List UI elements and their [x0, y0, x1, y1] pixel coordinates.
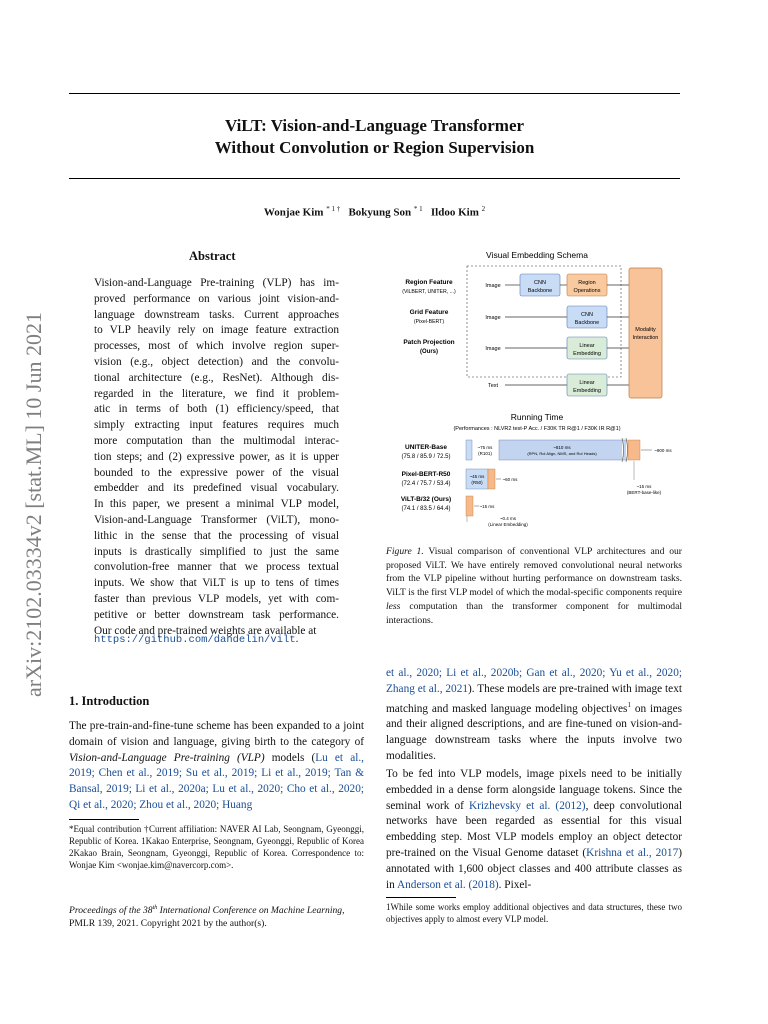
bar-tail-label: ~60 ms	[502, 477, 518, 482]
uniter-backbone-bar	[466, 440, 472, 460]
proceedings-sup: th	[152, 905, 158, 911]
running-time-subtitle: (Performances : NLVR2 test-P Acc. / F30K TR R@1 / F30K IR R@1)	[453, 426, 621, 432]
arxiv-stamp: arXiv:2102.03334v2 [stat.ML] 10 Jun 2021	[21, 312, 46, 698]
abstract-line: lithic in the sense that the processing of visual	[94, 529, 339, 542]
row-sub-region: (ViLBERT, UNITER, ...)	[402, 289, 456, 295]
model-performance: (72.4 / 75.7 / 53.4)	[401, 481, 451, 487]
abstract-url-line	[94, 632, 354, 649]
footnote-marker[interactable]: 1	[627, 700, 631, 709]
caption-emphasis: less	[386, 600, 401, 612]
title-top-rule	[69, 93, 680, 94]
region-box-label: Region	[578, 280, 596, 286]
model-name: UNITER-Base	[405, 444, 447, 451]
right-text: on images and their aligned descriptions, and are fine-tuned on vision-and-language downstream tasks where the inputs involve two modalities.	[386, 702, 682, 762]
bar-label: (R50)	[471, 480, 483, 485]
caption-text: Visual comparison of conventional VLP architectures and our proposed ViLT. We have entirely removed convolutional neural networks from the VLP pipeline without hurting performance on downstream tasks. ViLT is the first VLP model of which the modal-specific components require	[386, 546, 682, 599]
abstract-line: inputs. We show that ViLT is up to tens of times	[94, 577, 339, 590]
proceedings-text: International Conference on Machine Learning	[157, 905, 343, 917]
abstract-line: vision (e.g., object detection) and the convolu-	[94, 355, 339, 368]
abstract-line: regarded in the literature, we find it problem-	[94, 387, 339, 400]
bar-tail-label: ~900 ms	[654, 448, 672, 453]
right-text: ). These models are pre-trained with image text matching and masked language modeling objectives	[386, 682, 682, 715]
bert-note: (BERT-base-like)	[626, 490, 662, 495]
row-input-image: Image	[485, 283, 501, 289]
introduction-heading: 1. Introduction	[69, 694, 150, 708]
model-name: Pixel-BERT-R50	[401, 471, 451, 478]
model-performance: (74.1 / 83.5 / 64.4)	[401, 506, 451, 512]
author-name: Wonjae Kim	[263, 206, 324, 219]
abstract-body	[94, 276, 339, 639]
bar-note: (Linear Embedding)	[488, 522, 528, 527]
proceedings-note	[69, 902, 369, 931]
figure-1-caption	[386, 545, 682, 627]
row-label-patch: Patch Projection	[403, 339, 455, 346]
right-text: , deep convolutional networks have been regarded as essential for this visual embedding step. Most VLP models employ an object detector pre-trained on the Visual Genome dataset (	[386, 799, 682, 859]
bar-note: ~0.4 ms	[499, 516, 517, 521]
abstract-line: atic in terms of both (1) efficiency/speed, that	[94, 403, 339, 416]
caption-label: Figure 1.	[386, 546, 424, 557]
row-sub-grid: (Pixel-BERT)	[413, 319, 445, 325]
footnote-1: 1While some works employ additional objectives and data structures, these two objectives apply to almost every VLP model.	[386, 902, 682, 924]
linear-box-label: Linear	[579, 380, 595, 386]
footnote-rule-left	[69, 819, 139, 820]
right-citations[interactable]: et al., 2020; Li et al., 2020b; Gan et al., 2020; Yu et al., 2020; Zhang et al., 2021	[386, 667, 682, 695]
modality-box-label: Interaction	[632, 335, 659, 341]
abstract-line: In this paper, we present a minimal VLP model,	[94, 498, 339, 511]
row-sub-patch: (Ours)	[420, 349, 438, 355]
abstract-heading: Abstract	[189, 249, 236, 263]
intro-paragraph	[69, 719, 364, 814]
uniter-region-bar	[499, 440, 627, 460]
author-marks: * 1	[413, 205, 423, 213]
right-paragraph-2	[386, 767, 682, 893]
row-label-region: Region Feature	[405, 279, 453, 286]
abstract-line: to VLP heavily rely on image feature extraction	[94, 324, 339, 337]
citation-krishna[interactable]: Krishna et al., 2017	[586, 846, 679, 859]
bert-note: ~15 ms	[636, 484, 652, 489]
intro-text: models (	[264, 751, 316, 764]
abstract-line: Vision-and-Language Pre-training (VLP) has im-	[94, 277, 339, 289]
vilt-transformer-bar	[466, 496, 473, 516]
abstract-line: simply extracting input features requires much	[94, 419, 339, 432]
author-list	[69, 205, 680, 219]
proceedings-text: Proceedings of the 38	[69, 905, 153, 917]
footnote-rule-right	[386, 897, 456, 898]
row-input-image: Image	[485, 315, 501, 321]
linear-box-label: Linear	[579, 343, 595, 349]
url-tail: .	[295, 633, 299, 645]
running-time-title: Running Time	[510, 412, 564, 422]
linear-box-label: Embedding	[573, 388, 601, 394]
author-name: Bokyung Son	[348, 206, 412, 219]
code-url-link[interactable]: https://github.com/dandelin/vilt	[94, 634, 296, 646]
paper-title-line-1: ViLT: Vision-and-Language Transformer	[224, 116, 525, 135]
right-paragraph-1	[386, 666, 682, 765]
modality-box-label: Modality	[635, 327, 656, 333]
bar-label: ~810 ms	[553, 445, 571, 450]
author-marks: * 1 †	[326, 205, 341, 213]
author-name: Ildoo Kim	[430, 206, 479, 219]
abstract-line: embedder and its predefined visual vocabulary.	[94, 482, 339, 495]
bar-label: (RPN, RoI Align, NMS, and RoI Heads)	[527, 451, 597, 456]
right-text: To be fed into VLP models, image pixels need to be initially embedded in a dense form alongside language tokens. Since the seminal work of	[386, 768, 682, 812]
abstract-line: petitive or better downstream task performance.	[94, 608, 339, 621]
pixelbert-transformer-bar	[488, 469, 495, 489]
abstract-line: convolution-free manner that we process textual	[94, 561, 339, 574]
bar-label: ~75 ms	[477, 445, 493, 450]
affiliation-footnote: *Equal contribution †Current affiliation: NAVER AI Lab, Seongnam, Gyeonggi, Republic of Korea. 1Kakao Enterprise, Seongnam, Gyeonggi, Republic of Korea 2Kakao Brain, Seongnam, Gyeonggi, Republic of Korea. Correspondence to: Wonjae Kim <wonjae.kim@navercorp.com>.	[69, 824, 364, 870]
abstract-line: more computation than the multimodal interac-	[94, 434, 339, 447]
cnn-box-label: Backbone	[527, 288, 553, 294]
author-marks: 2	[481, 205, 486, 213]
model-name: ViLT-B/32 (Ours)	[400, 496, 452, 503]
proceedings-text: , PMLR 139, 2021. Copyright 2021 by the author(s).	[69, 905, 345, 930]
bar-label: ~45 ms	[469, 474, 485, 479]
cnn-box-label: CNN	[534, 280, 546, 286]
abstract-line: inputs is drastically simplified to just the same	[94, 545, 339, 558]
region-box-label: Operations	[573, 288, 601, 294]
bar-label: (R101)	[478, 451, 492, 456]
abstract-line: bounded to the expressive power of the visual	[94, 466, 339, 479]
abstract-line: language downstream tasks. Current approaches	[94, 308, 339, 321]
caption-text: computation than the transformer component for multimodal interactions.	[386, 600, 682, 626]
intro-emphasis: Vision-and-Language Pre-training (VLP)	[69, 751, 265, 764]
abstract-line: Our code and pre-trained weights are available at	[94, 624, 317, 637]
modality-interaction-box	[629, 268, 662, 398]
row-input-text: Text	[487, 383, 499, 389]
row-input-image: Image	[485, 346, 501, 352]
right-text: ) annotated with 1,600 object classes and 400 attribute classes as in	[386, 846, 682, 891]
schema-title: Visual Embedding Schema	[486, 250, 588, 260]
title-bottom-rule	[69, 178, 680, 179]
abstract-line: faster than previous VLP models, yet with com-	[94, 592, 339, 605]
abstract-line: Vision-and-Language Transformer (ViLT), mono-	[94, 513, 339, 526]
citation-krizhevsky[interactable]: Krizhevsky et al. (2012)	[469, 799, 586, 812]
right-text: . Pixel-	[498, 878, 532, 891]
bar-tail-label: ~15 ms	[479, 504, 495, 509]
uniter-transformer-bar	[628, 440, 640, 460]
figure-1-diagram	[386, 244, 684, 532]
intro-citations[interactable]: Lu et al., 2019; Chen et al., 2019; Su et al., 2019; Li et al., 2019; Tan & Bansal, 2019; Li et al., 2020a; Lu et al., 2020; Cho et al., 2020; Qi et al., 2020; Zhou et al., 2020; Huang	[69, 751, 364, 811]
model-performance: (75.8 / 85.9 / 72.5)	[401, 454, 451, 460]
intro-text: The pre-train-and-fine-tune scheme has been expanded to a joint domain of vision and language, giving birth to the category of	[69, 720, 364, 748]
row-label-grid: Grid Feature	[409, 309, 449, 316]
abstract-line: proved performance on various joint vision-and-	[94, 292, 339, 305]
cnn-box-label: Backbone	[574, 320, 600, 326]
abstract-line: tion steps; and (2) expressive power, as it is upper	[94, 450, 339, 463]
abstract-line: tional architecture (e.g., ResNet). Although dis-	[94, 371, 339, 384]
paper-title-line-2: Without Convolution or Region Supervision	[214, 138, 535, 157]
abstract-line: processes, most of which involve region super-	[94, 340, 339, 353]
citation-anderson[interactable]: Anderson et al. (2018)	[397, 878, 499, 891]
linear-box-label: Embedding	[573, 351, 601, 357]
pixelbert-backbone-bar	[466, 469, 488, 489]
cnn-box-label: CNN	[581, 312, 593, 318]
